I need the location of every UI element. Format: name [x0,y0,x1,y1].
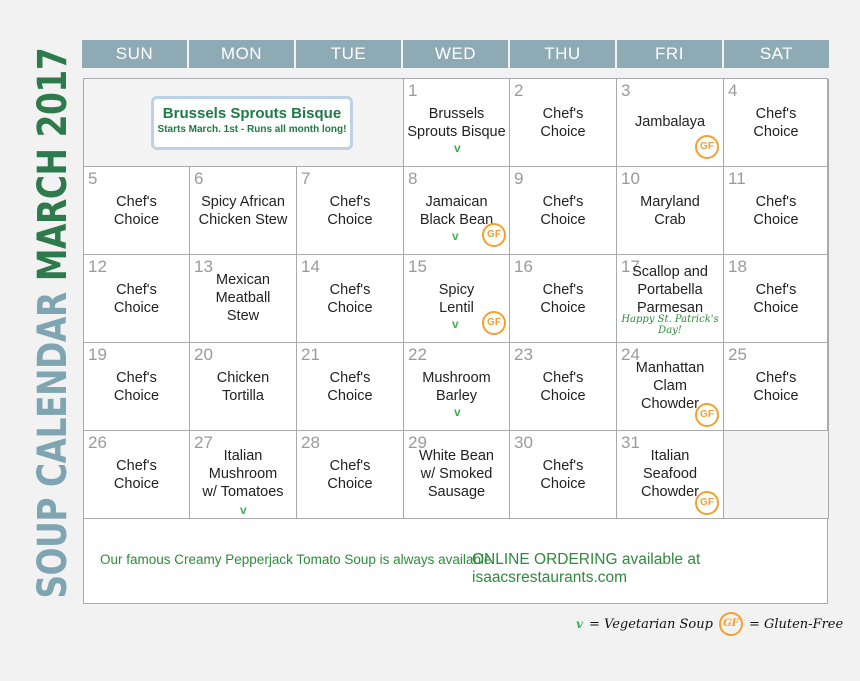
day-number: 26 [88,433,107,452]
day-number: 18 [728,257,747,276]
soup-name: Chef's Choice [753,370,799,404]
day-cell [404,343,510,431]
vegetarian-icon: v [576,617,583,631]
day-number: 8 [408,169,418,188]
weekday-wed: WED [403,40,510,68]
title-soup-calendar: SOUP CALENDAR [30,292,76,599]
day-number: 10 [621,169,640,188]
day-number: 30 [514,433,533,452]
day-number: 3 [621,81,631,100]
soup-name: Italian Seafood Chowder [640,448,700,500]
vegetarian-icon: v [452,229,459,243]
day-cell [84,255,190,343]
soup-name: Brussels Sprouts Bisque [407,106,506,140]
gluten-free-icon: GF [695,491,719,515]
day-cell [724,167,829,255]
day-number: 27 [194,433,213,452]
soup-name: Spicy African Chicken Stew [198,194,288,228]
day-cell [404,431,510,519]
day-cell [617,167,724,255]
soup-name: Chef's Choice [327,370,373,404]
day-cell [617,255,724,343]
day-cell [510,167,617,255]
weekday-sat: SAT [759,44,794,63]
day-number: 13 [194,257,213,276]
soup-name: Italian Mushroom w/ Tomatoes [202,448,284,500]
soup-name: Chef's Choice [540,194,586,228]
day-cell [84,343,190,431]
day-cell [724,79,829,167]
day-cell [297,343,404,431]
weekday-header [82,40,829,68]
day-cell [724,255,829,343]
day-number: 12 [88,257,107,276]
soup-name: Jamaican Black Bean [419,194,494,228]
day-cell [297,167,404,255]
vegetarian-icon: v [454,141,461,155]
soup-name: Chef's Choice [327,282,373,316]
day-cell [190,343,297,431]
day-cell [84,431,190,519]
day-number: 2 [514,81,524,100]
soup-name: Chicken Tortilla [216,370,270,404]
day-cell [510,343,617,431]
soup-name: Chef's Choice [540,458,586,492]
day-cell [510,431,617,519]
legend [576,612,843,636]
soup-name: Chef's Choice [113,370,160,404]
day-cell [404,79,510,167]
day-cell [84,167,190,255]
day-number: 15 [408,257,427,276]
weekday-thu: THU [510,40,617,68]
gluten-free-icon: GF [695,135,719,159]
soup-name: Chef's Choice [540,106,586,140]
soup-name: Chef's Choice [327,194,373,228]
day-cell [404,167,510,255]
day-cell [297,255,404,343]
trailing-empty-cell [724,431,829,519]
soup-name: Maryland Crab [640,194,700,228]
calendar-grid [83,78,828,604]
weekday-tue: TUE [296,40,403,68]
day-number: 23 [514,345,533,364]
vegetarian-icon: v [454,405,461,419]
day-cell [297,431,404,519]
footer-notes [84,519,827,604]
featured-soup-title: Brussels Sprouts Bisque [162,105,342,122]
day-number: 1 [408,81,418,100]
day-number: 19 [88,345,107,364]
day-number: 20 [194,345,213,364]
day-number: 16 [514,257,533,276]
weekday-sun: SUN [82,40,189,68]
day-number: 28 [301,433,320,452]
soup-name: Chef's Choice [327,458,373,492]
soup-name: Chef's Choice [113,282,160,316]
featured-soup-banner [151,96,353,150]
day-cell [190,167,297,255]
soup-name: Mushroom Barley [422,370,491,404]
day-number: 14 [301,257,320,276]
soup-name: Chef's Choice [113,458,160,492]
gluten-free-icon: GF [719,612,743,636]
day-cell [190,431,297,519]
soup-name: Jambalaya [634,114,706,130]
soup-name: Manhattan Clam Chowder [635,360,705,412]
soup-name: Scallop and Portabella Parmesan [632,264,708,316]
vegetarian-icon: v [452,317,459,331]
day-cell [617,79,724,167]
day-number: 11 [728,169,746,188]
soup-name: Chef's Choice [540,370,586,404]
day-number: 4 [728,81,738,100]
day-cell [617,431,724,519]
day-cell [510,255,617,343]
weekday-mon: MON [189,40,296,68]
gluten-free-icon: GF [482,223,506,247]
day-number: 21 [301,345,320,364]
day-cell [510,79,617,167]
online-ordering-note: ONLINE ORDERING available at isaacsrestaurants.com [472,551,701,586]
soup-name: Chef's Choice [540,282,586,316]
day-number: 31 [621,433,640,452]
st-patricks-note: Happy St. Patrick's Day! [621,314,719,336]
weekday-fri: FRI [617,40,724,68]
soup-name: Spicy Lentil [438,282,475,316]
day-number: 25 [728,345,747,364]
title-month-year: MARCH 2017 [30,47,76,282]
soup-name: White Bean w/ Smoked Sausage [419,448,494,500]
soup-name: Chef's Choice [753,194,799,228]
day-number: 5 [88,169,98,188]
soup-name: Chef's Choice [753,282,799,316]
day-number: 6 [194,169,204,188]
gluten-free-legend-label: = Gluten-Free [748,616,844,632]
vegetarian-legend-label: = Vegetarian Soup [588,616,713,632]
always-available-note: Our famous Creamy Pepperjack Tomato Soup is always available! [100,552,496,567]
day-cell [617,343,724,431]
soup-name: Chef's Choice [113,194,160,228]
gluten-free-icon: GF [695,403,719,427]
day-number: 17 [621,257,640,276]
day-number: 29 [408,433,427,452]
vegetarian-icon: v [240,503,247,517]
day-cell [404,255,510,343]
day-cell [190,255,297,343]
leading-empty-cells [84,79,404,167]
featured-soup-subtitle: Starts March. 1st - Runs all month long! [157,124,347,135]
day-number: 24 [621,345,640,364]
day-number: 22 [408,345,427,364]
calendar-title [28,40,78,606]
day-number: 7 [301,169,311,188]
gluten-free-icon: GF [482,311,506,335]
soup-name: Chef's Choice [753,106,799,140]
soup-name: Mexican Meatball Stew [215,272,271,324]
day-number: 9 [514,169,524,188]
day-cell [724,343,829,431]
